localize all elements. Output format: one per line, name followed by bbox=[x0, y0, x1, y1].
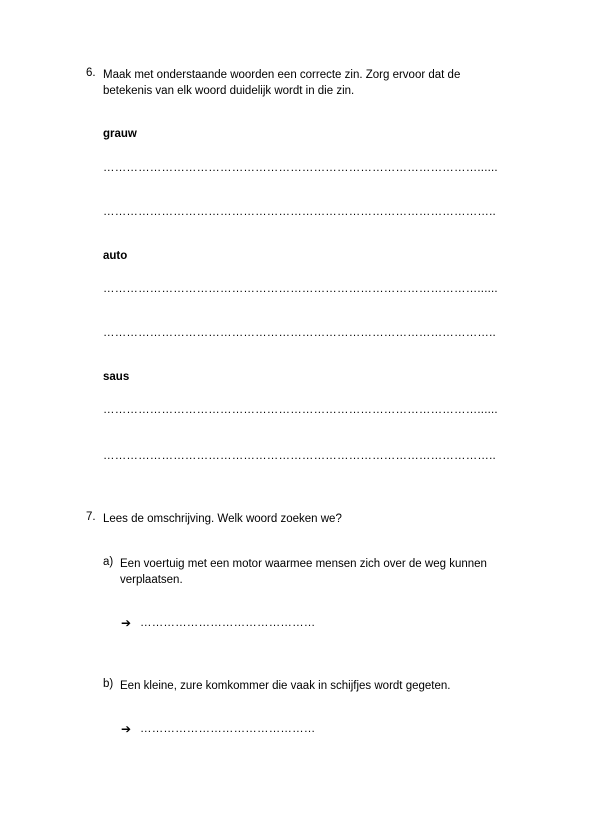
arrow-right-icon: ➔ bbox=[121, 722, 132, 736]
question-text-line: betekenis van elk woord duidelijk wordt in die zin. bbox=[103, 85, 355, 97]
answer-line[interactable]: ……………………………………………………………………………………...... bbox=[103, 283, 498, 295]
answer-line[interactable]: ……………………………………… bbox=[140, 723, 316, 735]
question-text-line: Maak met onderstaande woorden een correcte zin. Zorg ervoor dat de bbox=[103, 69, 461, 81]
arrow-right-icon: ➔ bbox=[121, 616, 132, 630]
question-text: Lees de omschrijving. Welk woord zoeken we? bbox=[103, 513, 342, 525]
question-number: 6. bbox=[86, 67, 96, 79]
question-number: 7. bbox=[86, 511, 96, 523]
target-word: grauw bbox=[103, 128, 137, 140]
sub-question-letter: a) bbox=[103, 556, 114, 568]
sub-question-text-line: verplaatsen. bbox=[120, 574, 183, 586]
sub-question-text-line: Een voertuig met een motor waarmee mensen zich over de weg kunnen bbox=[120, 558, 487, 570]
sub-question-text-line: Een kleine, zure komkommer die vaak in schijfjes wordt gegeten. bbox=[120, 680, 451, 692]
answer-line[interactable]: ……………………………………………………………………………………...... bbox=[103, 404, 498, 416]
answer-line[interactable]: ……………………………………………………………………………………….. bbox=[103, 327, 496, 339]
answer-line[interactable]: ……………………………………………………………………………………...... bbox=[103, 162, 498, 174]
answer-line[interactable]: ……………………………………………………………………………………….. bbox=[103, 206, 496, 218]
target-word: saus bbox=[103, 371, 130, 383]
answer-line[interactable]: ……………………………………………………………………………………….. bbox=[103, 450, 496, 462]
answer-line[interactable]: ……………………………………… bbox=[140, 617, 316, 629]
sub-question-letter: b) bbox=[103, 678, 114, 690]
target-word: auto bbox=[103, 250, 128, 262]
